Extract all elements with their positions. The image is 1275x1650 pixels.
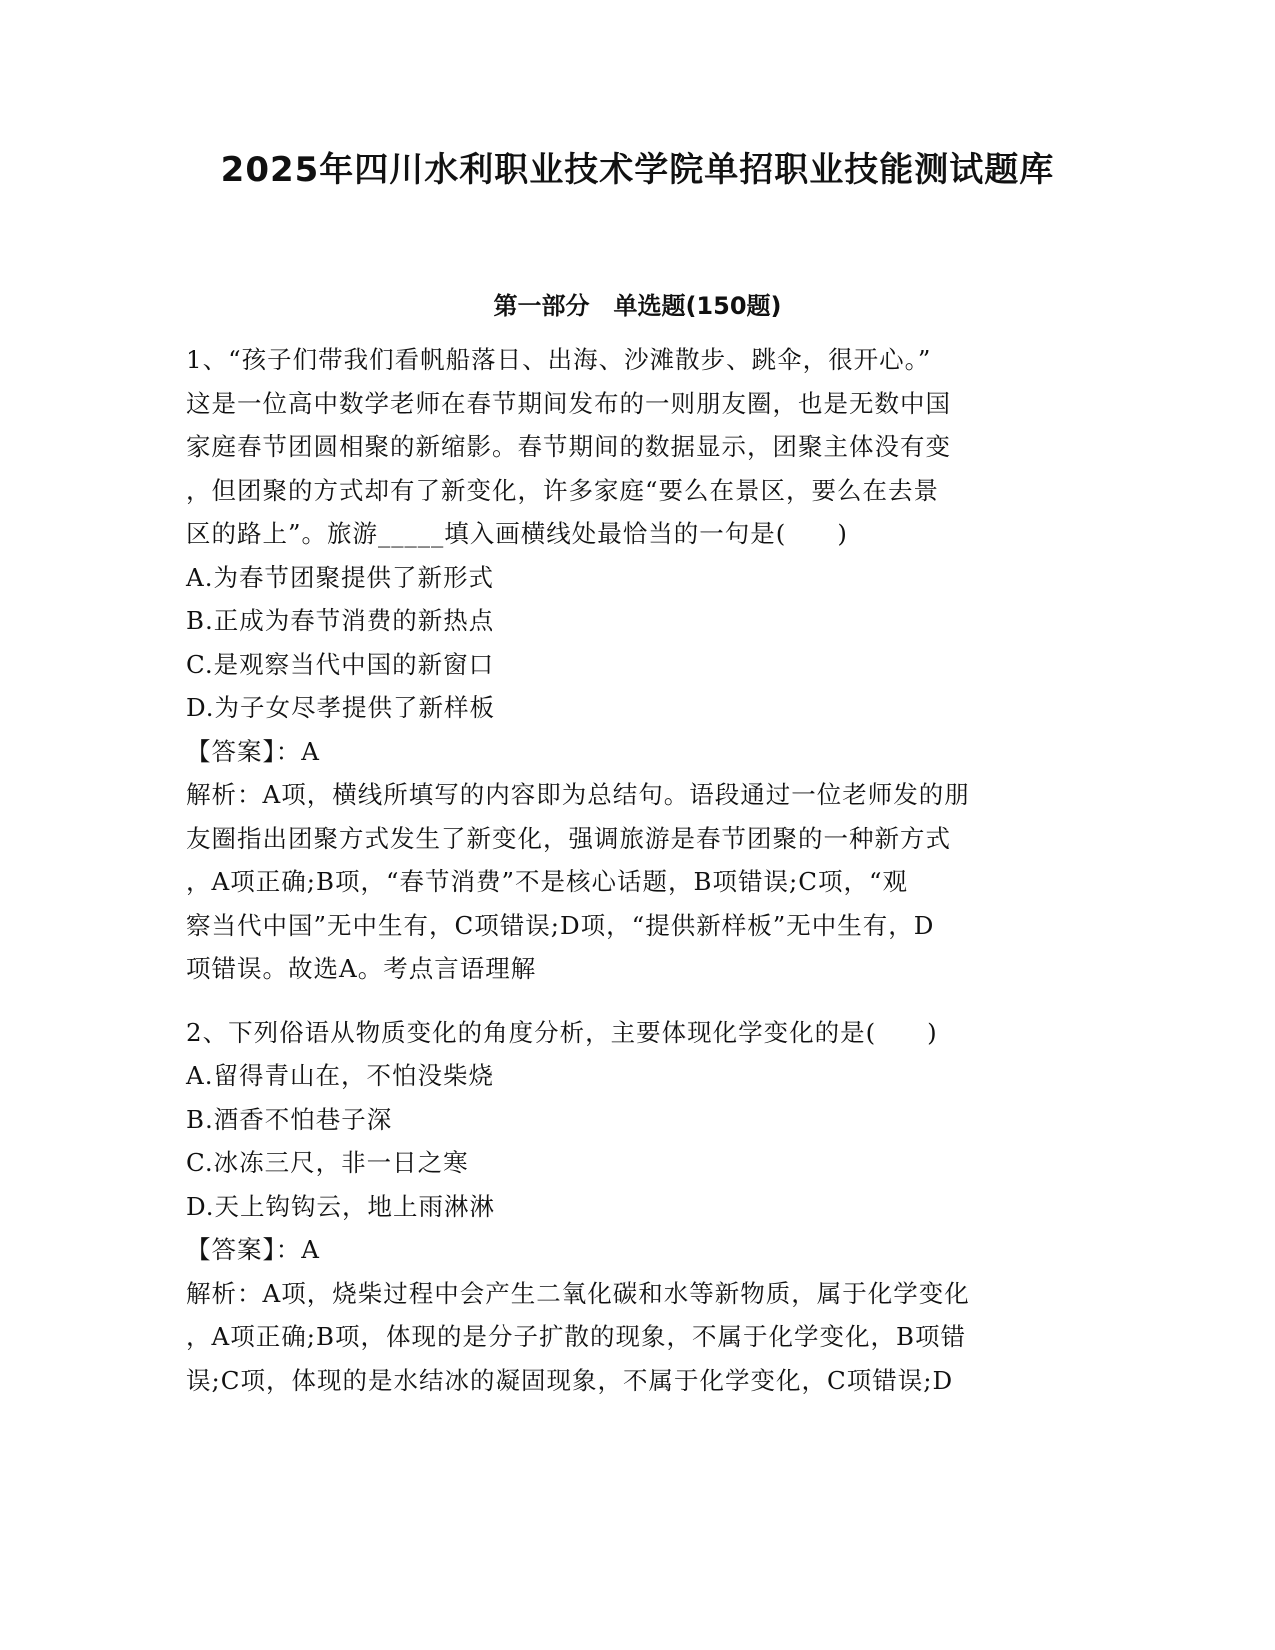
analysis-line: ，A项正确;B项，“春节消费”不是核心话题，B项错误;C项，“观 xyxy=(186,867,909,896)
question-stem-line: 1、“孩子们带我们看帆船落日、出海、沙滩散步、跳伞，很开心。” xyxy=(186,345,932,374)
option-b: B.酒香不怕巷子深 xyxy=(186,1104,393,1134)
question-2 xyxy=(186,1011,1086,1403)
question-stem-line: 区的路上”。旅游_____填入画横线处最恰当的一句是( ) xyxy=(186,519,848,548)
question-stem-line: 2、下列俗语从物质变化的角度分析，主要体现化学变化的是( ) xyxy=(186,1017,938,1047)
question-spacer xyxy=(186,991,1086,1011)
option-b: B.正成为春节消费的新热点 xyxy=(186,606,495,635)
option-c: C.是观察当代中国的新窗口 xyxy=(186,649,495,679)
answer-label: 【答案】：A xyxy=(186,1235,320,1264)
analysis-line: 解析：A项，烧柴过程中会产生二氧化碳和水等新物质，属于化学变化 xyxy=(186,1278,970,1308)
document-title: 2025年四川水利职业技术学院单招职业技能测试题库 xyxy=(220,150,1055,190)
analysis-line: 友圈指出团聚方式发生了新变化，强调旅游是春节团聚的一种新方式 xyxy=(186,823,951,853)
question-1 xyxy=(186,338,1086,991)
option-c: C.冰冻三尺，非一日之寒 xyxy=(186,1148,469,1177)
analysis-line: 误;C项，体现的是水结冰的凝固现象，不属于化学变化，C项错误;D xyxy=(186,1365,954,1395)
question-stem-line: 这是一位高中数学老师在春节期间发布的一则朋友圈，也是无数中国 xyxy=(186,388,951,418)
question-list xyxy=(186,338,1086,1402)
option-d: D.天上钩钩云，地上雨淋淋 xyxy=(186,1191,496,1221)
analysis-line: 项错误。故选A。考点言语理解 xyxy=(186,954,537,983)
option-a: A.留得青山在，不怕没柴烧 xyxy=(186,1061,494,1090)
option-d: D.为子女尽孝提供了新样板 xyxy=(186,693,496,722)
section-title: 第一部分 单选题(150题) xyxy=(493,292,782,320)
question-stem-line: ，但团聚的方式却有了新变化，许多家庭“要么在景区，要么在去景 xyxy=(186,475,940,505)
analysis-line: 解析：A项，横线所填写的内容即为总结句。语段通过一位老师发的朋 xyxy=(186,780,970,809)
option-a: A.为春节团聚提供了新形式 xyxy=(186,562,494,592)
answer-label: 【答案】：A xyxy=(186,736,320,766)
question-stem-line: 家庭春节团圆相聚的新缩影。春节期间的数据显示，团聚主体没有变 xyxy=(186,432,951,461)
analysis-line: ，A项正确;B项，体现的是分子扩散的现象，不属于化学变化，B项错 xyxy=(186,1322,966,1351)
analysis-line: 察当代中国”无中生有，C项错误;D项，“提供新样板”无中生有，D xyxy=(186,910,935,940)
